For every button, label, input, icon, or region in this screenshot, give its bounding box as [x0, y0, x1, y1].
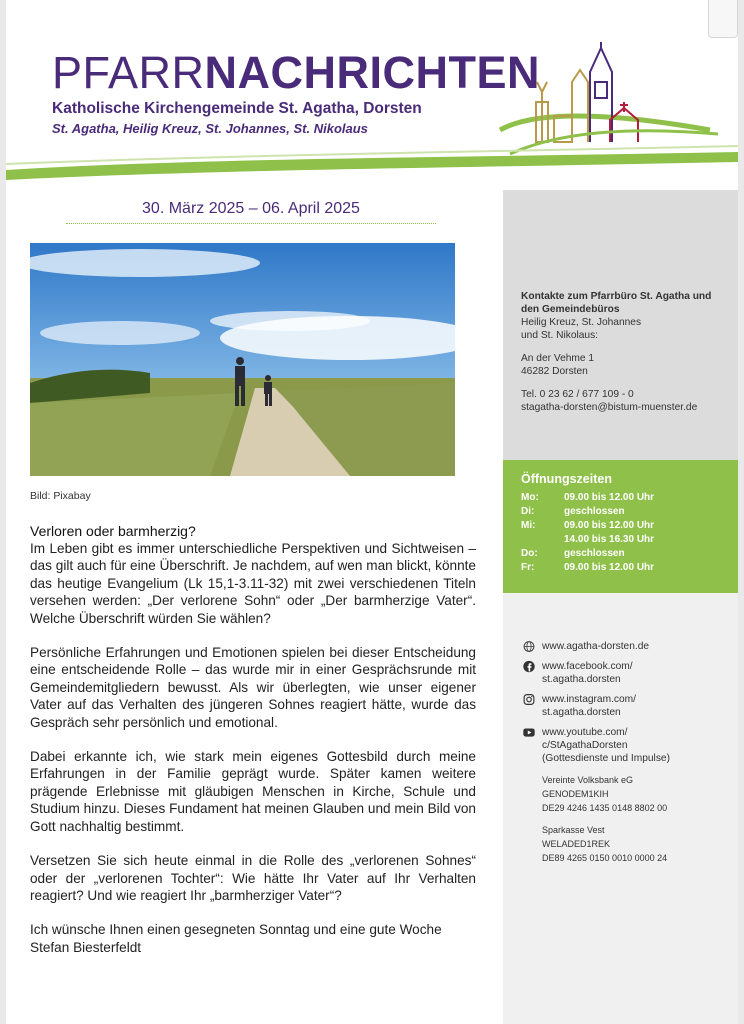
parish-subtitle: Katholische Kirchengemeinde St. Agatha, Dorsten — [52, 100, 422, 117]
date-range: 30. März 2025 – 06. April 2025 — [66, 200, 436, 224]
hours-row — [521, 519, 738, 533]
hours-time: 09.00 bis 12.00 Uhr — [564, 492, 655, 503]
hours-row — [521, 547, 738, 561]
hours-day: Di: — [521, 506, 535, 517]
contact-heading-1: Kontakte zum Pfarrbüro St. Agatha und — [521, 291, 712, 302]
opening-hours — [503, 460, 738, 593]
instagram-url-1: www.instagram.com/ — [542, 694, 636, 705]
article-signature: Stefan Biesterfeldt — [30, 939, 142, 955]
newsletter-page — [6, 0, 738, 1024]
hours-day — [521, 533, 564, 547]
hours-row — [521, 533, 738, 547]
hours-row — [521, 561, 738, 575]
contact-street: An der Vehme 1 — [521, 353, 595, 364]
article-heading: Verloren oder barmherzig? — [30, 523, 196, 539]
photo-father-son — [30, 243, 455, 476]
hours-time: geschlossen — [564, 548, 625, 559]
youtube-description: (Gottesdienste und Impulse) — [542, 753, 670, 764]
facebook-link[interactable] — [521, 660, 731, 686]
hours-time: 09.00 bis 12.00 Uhr — [564, 520, 655, 531]
instagram-icon — [521, 693, 537, 706]
facebook-url-1: www.facebook.com/ — [542, 661, 633, 672]
bank1-name: Vereinte Volksbank eG — [542, 775, 634, 785]
hours-row — [521, 491, 738, 505]
instagram-link[interactable] — [521, 693, 731, 719]
instagram-url-2: st.agatha.dorsten — [542, 707, 621, 718]
contact-phone: Tel. 0 23 62 / 677 109 - 0 — [521, 389, 634, 400]
web-links — [521, 640, 731, 865]
masthead — [52, 47, 541, 136]
hours-title: Öffnungszeiten — [521, 472, 612, 486]
article-paragraph-4: Versetzen Sie sich heute einmal in die Rolle des „verlorenen Sohnes“ oder der „verlorenen Tochter“: Wie hätte Ihr Vater auf Ihr Verhalten reagiert? Und wie reagiert Ihr „barmherziger Vater“? — [30, 853, 476, 903]
bank-details — [542, 773, 731, 865]
website-link[interactable] — [521, 640, 731, 653]
bank2-iban: DE89 4265 0150 0010 0000 24 — [542, 853, 668, 863]
hours-day: Do: — [521, 548, 538, 559]
contact-sub-2: und St. Nikolaus: — [521, 330, 599, 341]
facebook-url-2: st.agatha.dorsten — [542, 674, 621, 685]
facebook-icon — [521, 660, 537, 673]
hours-day: Mo: — [521, 492, 539, 503]
youtube-url-2: c/StAgathaDorsten — [542, 740, 628, 751]
title-bold: NACHRICHTEN — [204, 47, 541, 98]
youtube-url-1: www.youtube.com/ — [542, 727, 628, 738]
globe-icon — [521, 640, 537, 653]
youtube-link[interactable] — [521, 726, 731, 765]
hours-day: Fr: — [521, 562, 535, 573]
bank2-bic: WELADED1REK — [542, 839, 611, 849]
article-closing: Ich wünsche Ihnen einen gesegneten Sonntag und eine gute Woche — [30, 922, 442, 938]
article — [30, 523, 476, 956]
contact-city: 46282 Dorsten — [521, 366, 588, 377]
sidebar — [503, 190, 738, 1024]
contact-sub-1: Heilig Kreuz, St. Johannes — [521, 317, 642, 328]
article-paragraph-2: Persönliche Erfahrungen und Emotionen spielen bei dieser Entscheidung eine entscheidende Rolle – das wurde mir in einer Gesprächsrunde mit Gemeindemitgliedern bewusst. Als wir überlegten, wie unser eigener Vater auf das Verhalten des jüngeren Sohnes reagiert hätte, wurde das Gespräch sehr persönlich und emotional. — [30, 645, 476, 730]
contact-heading-2: den Gemeindebüros — [521, 304, 620, 315]
contact-block — [521, 290, 731, 414]
article-paragraph-3: Dabei erkannte ich, wie stark mein eigenes Gottesbild durch meine Erfahrungen in der Familie geprägt wurde. Später kamen weitere prägende Erlebnisse mit gläubigen Menschen in Kirche, Schule und Studium hinzu. Dieses Fundament hat meinen Glauben und mein Bild von Gott nachhaltig bestimmt. — [30, 749, 476, 834]
hours-row — [521, 505, 738, 519]
newsletter-title — [52, 47, 541, 98]
parish-list: St. Agatha, Heilig Kreuz, St. Johannes, St. Nikolaus — [52, 121, 368, 136]
hours-time: 14.00 bis 16.30 Uhr — [564, 534, 655, 545]
scroll-tab[interactable] — [708, 0, 738, 38]
title-light: PFARR — [52, 47, 205, 98]
contact-email[interactable]: stagatha-dorsten@bistum-muenster.de — [521, 402, 698, 413]
hours-time: 09.00 bis 12.00 Uhr — [564, 562, 655, 573]
bank1-bic: GENODEM1KIH — [542, 789, 609, 799]
bank1-iban: DE29 4246 1435 0148 8802 00 — [542, 803, 668, 813]
hours-day: Mi: — [521, 520, 536, 531]
website-url: www.agatha-dorsten.de — [542, 641, 650, 652]
hours-time: geschlossen — [564, 506, 625, 517]
bank2-name: Sparkasse Vest — [542, 825, 605, 835]
photo-caption: Bild: Pixabay — [30, 490, 91, 502]
youtube-icon — [521, 726, 537, 739]
article-paragraph-1: Im Leben gibt es immer unterschiedliche Perspektiven und Sichtweisen – das gilt auch für eine Überschrift. Je nachdem, auf wen man blickt, könnte das heutige Evangelium (Lk 15,1-3.11-32) mit zwei verschiedenen Titeln versehen werden: „Der verlorene Sohn“ oder „Der barmherzige Vater“. Welche Überschrift würden Sie wählen? — [30, 541, 476, 626]
